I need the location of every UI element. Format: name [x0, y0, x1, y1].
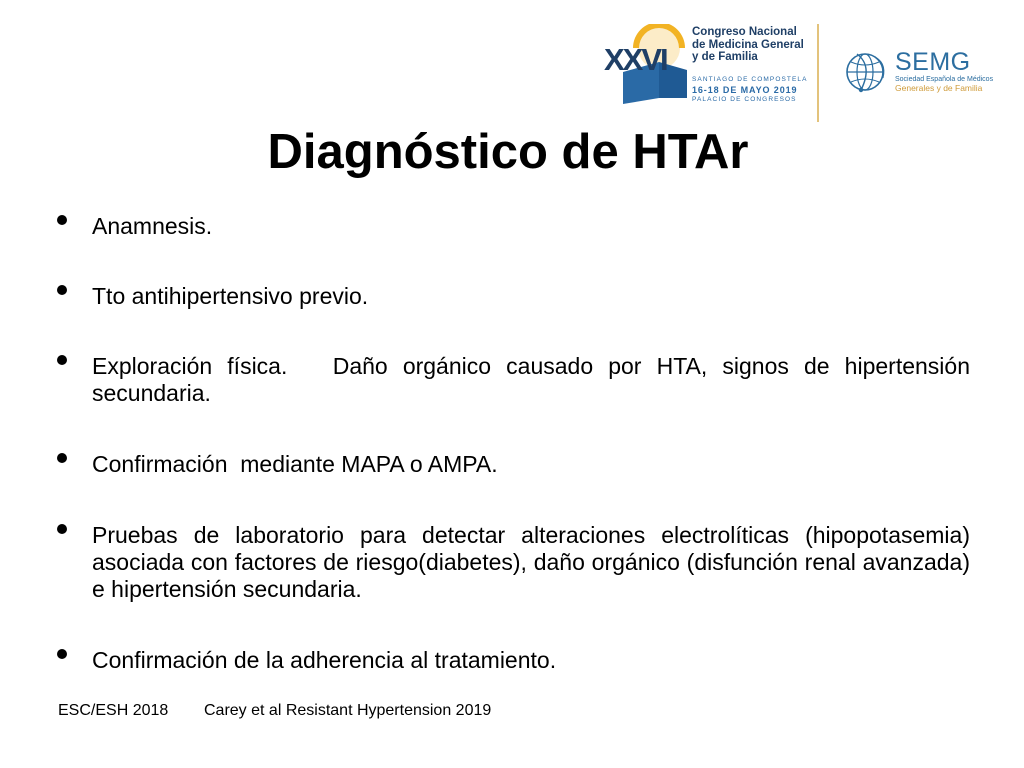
- bullet-icon: [57, 524, 67, 534]
- semg-logo: [843, 48, 994, 98]
- logo-divider: [817, 24, 819, 122]
- congress-location: SANTIAGO DE COMPOSTELA: [692, 76, 808, 83]
- bullet-text: Tto antihipertensivo previo.: [92, 283, 369, 309]
- bullet-text: Confirmación mediante MAPA o AMPA.: [92, 451, 498, 477]
- congress-venue: PALACIO DE CONGRESOS: [692, 96, 797, 103]
- congress-title-line: y de Familia: [692, 51, 758, 63]
- bullet-icon: [57, 453, 67, 463]
- scallop-shell-sun-icon: [603, 24, 693, 104]
- bullet-icon: [57, 649, 67, 659]
- bullet-text: Exploración física. Daño orgánico causado por HTA, signos de hipertensión secundaria.: [92, 353, 977, 406]
- bullet-icon: [57, 355, 67, 365]
- congress-title: [692, 26, 804, 64]
- semg-subtitle-2: Generales y de Familia: [895, 83, 983, 93]
- footer-reference: Carey et al Resistant Hypertension 2019: [204, 702, 492, 719]
- globe-stethoscope-icon: [843, 48, 891, 96]
- congress-dates: 16-18 DE MAYO 2019: [692, 85, 798, 95]
- bullet-text: Anamnesis.: [92, 213, 213, 239]
- semg-subtitle: Sociedad Española de Médicos: [895, 76, 994, 83]
- bullet-text: Confirmación de la adherencia al tratamiento.: [92, 647, 557, 673]
- footer-reference: ESC/ESH 2018: [58, 702, 169, 719]
- bullet-icon: [57, 285, 67, 295]
- congress-logo: [603, 24, 808, 104]
- page-title: Diagnóstico de HTAr: [267, 125, 749, 179]
- bullet-icon: [57, 215, 67, 225]
- congress-title-line: de Medicina General: [692, 38, 804, 51]
- bullet-text: Pruebas de laboratorio para detectar alteraciones electrolíticas (hipopotasemia) asociada con factores de riesgo(diabetes), daño orgánico (disfunción renal avanzada) e hipertensión secundaria.: [92, 522, 970, 602]
- congress-title-line: Congreso Nacional: [692, 26, 797, 38]
- semg-name: SEMG: [895, 48, 971, 76]
- svg-text:XXVI: XXVI: [604, 42, 667, 77]
